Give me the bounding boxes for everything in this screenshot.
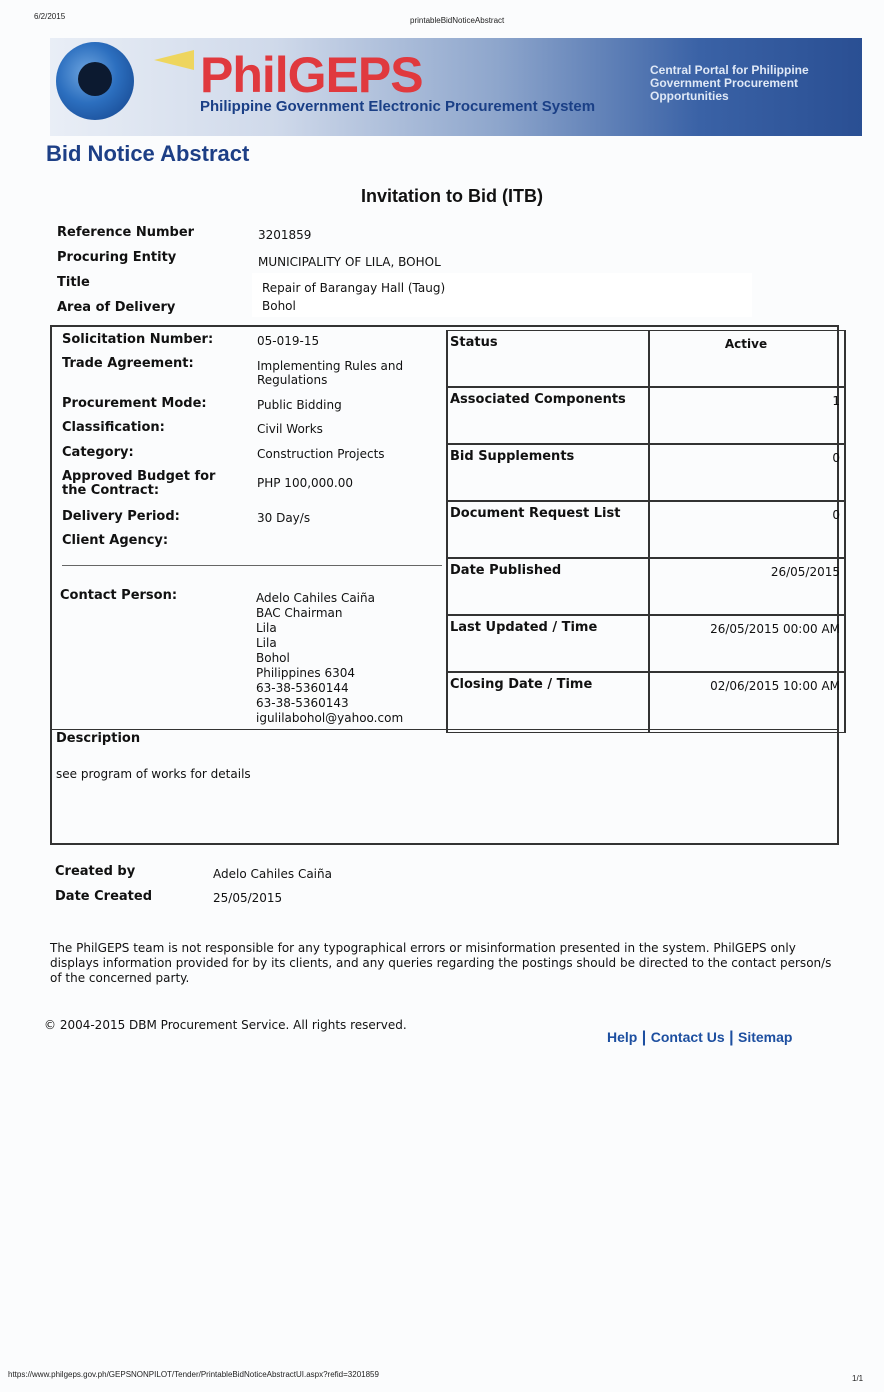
contact-person-block bbox=[256, 591, 403, 726]
last-updated-label: Last Updated / Time bbox=[450, 620, 598, 635]
created-by-value: Adelo Cahiles Caiña bbox=[213, 867, 332, 881]
classification-label: Classification: bbox=[62, 420, 165, 435]
contact-us-link[interactable]: Contact Us bbox=[650, 1029, 725, 1045]
contact-fax: 63-38-5360143 bbox=[256, 696, 349, 710]
closing-date-value: 02/06/2015 10:00 AM bbox=[710, 679, 840, 693]
status-value: Active bbox=[724, 337, 768, 351]
trade-agreement-label: Trade Agreement: bbox=[62, 356, 194, 371]
area-of-delivery-label: Area of Delivery bbox=[57, 300, 176, 315]
category-label: Category: bbox=[62, 445, 134, 460]
date-created-label: Date Created bbox=[55, 889, 152, 904]
bid-supplements-label: Bid Supplements bbox=[450, 449, 575, 464]
trade-agreement-value: Implementing Rules and Regulations bbox=[257, 359, 404, 387]
associated-components-value: 1 bbox=[832, 394, 840, 408]
print-page-number: 1/1 bbox=[852, 1374, 864, 1383]
delivery-period-value: 30 Day/s bbox=[257, 511, 311, 525]
banner-tagline: Central Portal for Philippine Government Procurement Opportunities bbox=[650, 63, 809, 103]
approved-budget-label: Approved Budget for the Contract: bbox=[62, 469, 216, 498]
description-divider bbox=[52, 729, 837, 730]
solicitation-number-label: Solicitation Number: bbox=[62, 332, 214, 347]
print-url: https://www.philgeps.gov.ph/GEPSNONPILOT/Tender/PrintableBidNoticeAbstractUI.aspx?refid=3201859 bbox=[8, 1370, 379, 1379]
procuring-entity-label: Procuring Entity bbox=[57, 250, 177, 265]
document-request-list-row bbox=[448, 501, 846, 558]
category-value: Construction Projects bbox=[257, 447, 385, 461]
bid-supplements-row bbox=[448, 444, 846, 501]
description-label: Description bbox=[56, 731, 141, 746]
title-label: Title bbox=[57, 275, 90, 290]
closing-date-row bbox=[448, 672, 846, 733]
help-link[interactable]: Help bbox=[607, 1029, 638, 1045]
contact-country: Philippines 6304 bbox=[256, 666, 356, 680]
contact-phone: 63-38-5360144 bbox=[256, 681, 349, 695]
date-created-value: 25/05/2015 bbox=[213, 891, 283, 905]
philgeps-logo: PhilGEPS bbox=[200, 47, 423, 103]
associated-components-label: Associated Components bbox=[450, 392, 626, 407]
last-updated-value: 26/05/2015 00:00 AM bbox=[710, 622, 840, 636]
approved-budget-value: PHP 100,000.00 bbox=[257, 476, 354, 490]
date-published-row bbox=[448, 558, 846, 615]
print-page-title: printableBidNoticeAbstract bbox=[410, 16, 505, 25]
client-agency-label: Client Agency: bbox=[62, 533, 169, 548]
last-updated-row bbox=[448, 615, 846, 672]
created-by-label: Created by bbox=[55, 864, 136, 879]
document-request-list-value: 0 bbox=[832, 508, 840, 522]
title-field bbox=[252, 273, 752, 317]
contact-person-label: Contact Person: bbox=[60, 588, 178, 603]
procurement-mode-label: Procurement Mode: bbox=[62, 396, 207, 411]
area-of-delivery-value: Bohol bbox=[262, 299, 296, 313]
document-heading: Invitation to Bid (ITB) bbox=[361, 186, 543, 206]
sun-icon bbox=[154, 50, 194, 70]
banner-subtitle: Philippine Government Electronic Procurement System bbox=[200, 98, 596, 115]
section-title: Bid Notice Abstract bbox=[46, 141, 250, 166]
status-table bbox=[446, 330, 848, 733]
bid-supplements-value: 0 bbox=[832, 451, 840, 465]
classification-value: Civil Works bbox=[257, 422, 323, 436]
associated-components-row bbox=[448, 387, 846, 444]
print-date: 6/2/2015 bbox=[34, 12, 66, 21]
contact-province: Bohol bbox=[256, 651, 290, 665]
contact-address-line-2: Lila bbox=[256, 636, 277, 650]
sitemap-link[interactable]: Sitemap bbox=[738, 1029, 793, 1045]
document-request-list-label: Document Request List bbox=[450, 506, 621, 521]
status-row bbox=[448, 330, 846, 387]
disclaimer-text: The PhilGEPS team is not responsible for any typographical errors or misinformation presented in the system. PhilGEPS only displays information provided for by its clients, and any queries regarding the postings should be directed to the contact person/s of the concerned party. bbox=[50, 941, 832, 985]
closing-date-label: Closing Date / Time bbox=[450, 677, 593, 692]
procuring-entity-value: MUNICIPALITY OF LILA, BOHOL bbox=[258, 255, 441, 269]
procurement-mode-value: Public Bidding bbox=[257, 398, 342, 412]
contact-divider bbox=[62, 565, 442, 566]
globe-logo-icon bbox=[56, 42, 134, 120]
reference-number-label: Reference Number bbox=[57, 225, 195, 240]
copyright-text: © 2004-2015 DBM Procurement Service. All rights reserved. bbox=[44, 1018, 407, 1032]
delivery-period-label: Delivery Period: bbox=[62, 509, 180, 524]
description-text: see program of works for details bbox=[56, 767, 251, 781]
solicitation-number-value: 05-019-15 bbox=[257, 334, 320, 348]
contact-position: BAC Chairman bbox=[256, 606, 343, 620]
title-value: Repair of Barangay Hall (Taug) bbox=[262, 281, 446, 295]
footer-links: Help | Contact Us | Sitemap bbox=[607, 1029, 793, 1046]
date-published-label: Date Published bbox=[450, 563, 562, 578]
reference-number-value: 3201859 bbox=[258, 228, 312, 242]
contact-email: igulilabohol@yahoo.com bbox=[256, 711, 404, 725]
contact-name: Adelo Cahiles Caiña bbox=[256, 591, 375, 605]
philgeps-banner bbox=[50, 38, 862, 136]
contact-address-line-1: Lila bbox=[256, 621, 277, 635]
date-published-value: 26/05/2015 bbox=[770, 565, 840, 579]
status-label: Status bbox=[450, 335, 498, 350]
